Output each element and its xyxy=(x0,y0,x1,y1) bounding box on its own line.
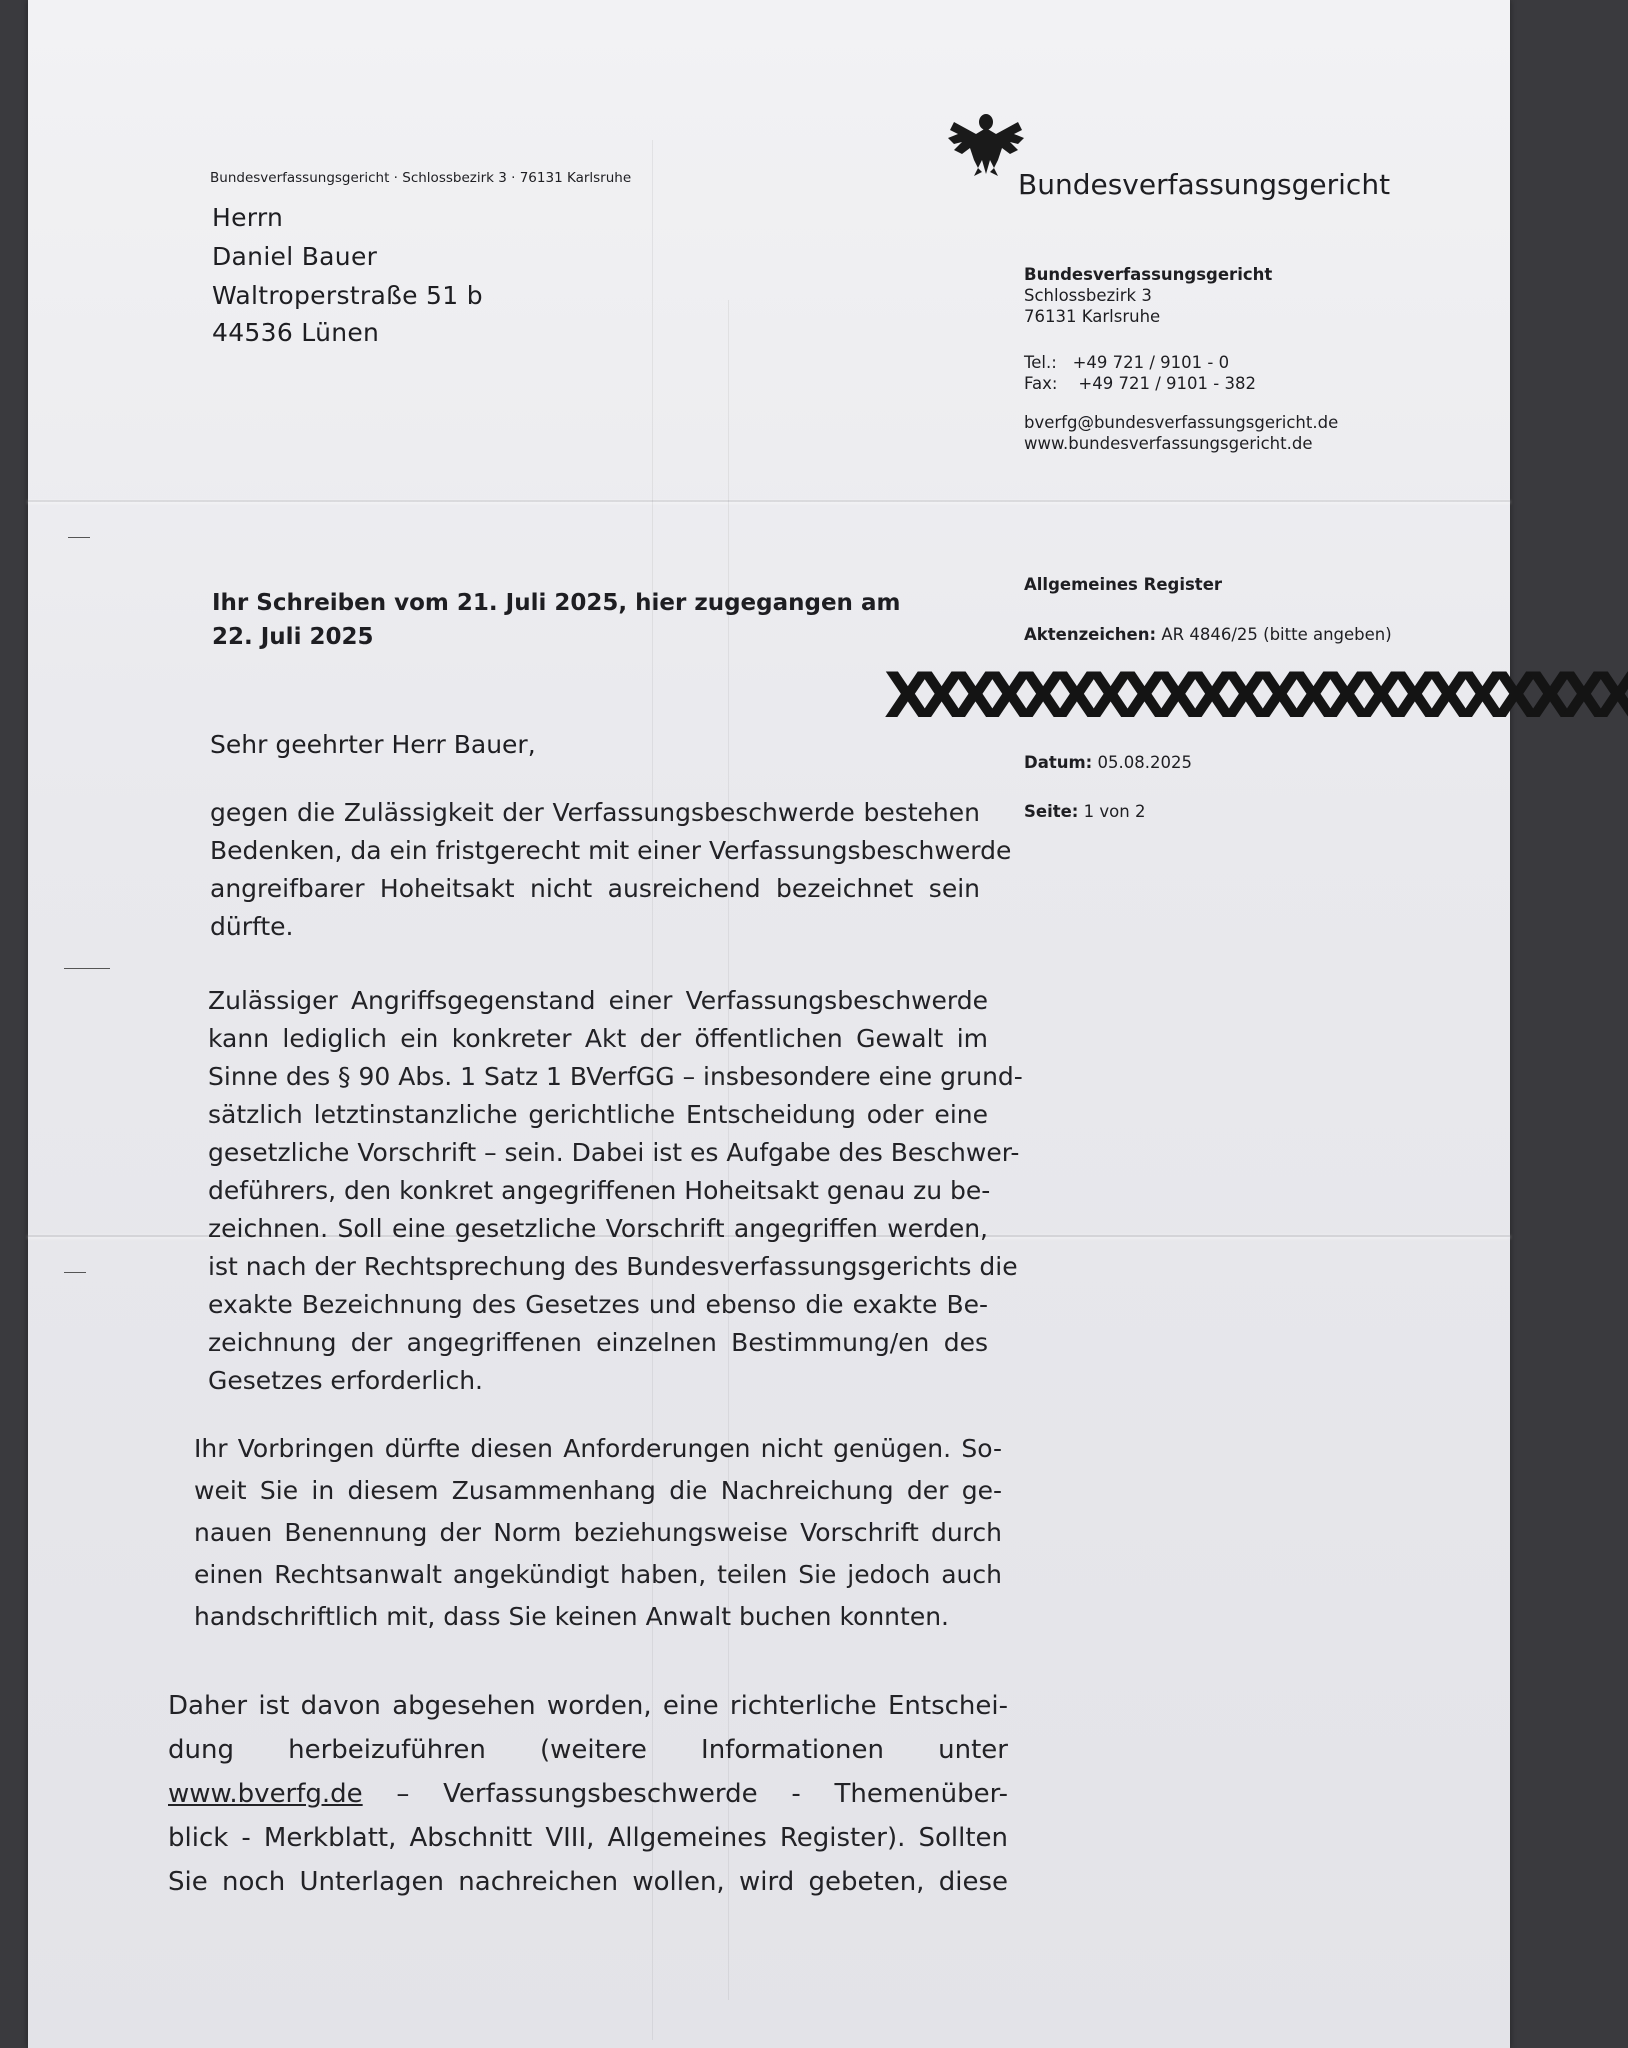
text-line: gesetzliche Vorschrift – sein. Dabei ist es Aufgabe des Beschwer- xyxy=(208,1138,1020,1167)
text-line: blick - Merkblatt, Abschnitt VIII, Allgemeines Register). Sollten xyxy=(168,1823,1008,1853)
fold-mark xyxy=(68,537,90,538)
sender-return-line: Bundesverfassungsgericht · Schlossbezirk 3 · 76131 Karlsruhe xyxy=(210,170,632,186)
recipient-street: Waltroperstraße 51 b xyxy=(212,281,483,310)
bverfg-link[interactable]: www.bverfg.de xyxy=(168,1779,363,1809)
text-line: dürfte. xyxy=(210,912,294,941)
tel-value: +49 721 / 9101 - 0 xyxy=(1072,353,1230,372)
text-line: einen Rechtsanwalt angekündigt haben, teilen Sie jedoch auch xyxy=(194,1560,1002,1589)
text-line-with-link xyxy=(168,1772,1008,1816)
punch-mark xyxy=(64,968,110,969)
date-row xyxy=(1024,752,1192,773)
file-number-value: AR 4846/25 (bitte angeben) xyxy=(1161,625,1392,644)
contact-city: 76131 Karlsruhe xyxy=(1024,307,1161,326)
paragraph-4 xyxy=(168,1684,1008,1904)
file-number-label: Aktenzeichen: xyxy=(1024,625,1157,644)
text-line: Ihr Vorbringen dürfte diesen Anforderungen nicht genügen. So- xyxy=(194,1434,1002,1463)
text-line: zeichnung der angegriffenen einzelnen Bestimmung/en des xyxy=(208,1328,988,1357)
court-title: Bundesverfassungsgericht xyxy=(1018,168,1391,201)
contact-block xyxy=(1024,264,1272,327)
paragraph-2 xyxy=(208,982,1023,1400)
text-line: angreifbarer Hoheitsakt nicht ausreichend bezeichnet sein xyxy=(210,874,980,903)
paragraph-3 xyxy=(194,1428,1002,1638)
date-value: 05.08.2025 xyxy=(1097,753,1192,772)
text-line: Zulässiger Angriffsgegenstand einer Verfassungsbeschwerde xyxy=(208,986,988,1015)
email-address: bverfg@bundesverfassungsgericht.de xyxy=(1024,413,1339,432)
text-line: Bedenken, da ein fristgerecht mit einer Verfassungsbeschwerde xyxy=(210,836,1012,865)
text-line: handschriftlich mit, dass Sie keinen Anwalt buchen konnten. xyxy=(194,1602,949,1631)
text-line: exakte Bezeichnung des Gesetzes und ebenso die exakte Be- xyxy=(208,1290,988,1319)
contact-name: Bundesverfassungsgericht xyxy=(1024,265,1273,284)
fold-mark xyxy=(64,1272,86,1273)
website-address: www.bundesverfassungsgericht.de xyxy=(1024,434,1313,453)
fold-line xyxy=(28,500,1510,502)
text-line: zeichnen. Soll eine gesetzliche Vorschrift angegriffen werden, xyxy=(208,1214,988,1243)
text-line: weit Sie in diesem Zusammenhang die Nachreichung der ge- xyxy=(194,1476,1002,1505)
fax-row xyxy=(1024,373,1256,394)
text-line: gegen die Zulässigkeit der Verfassungsbeschwerde bestehen xyxy=(210,798,980,827)
subject-line xyxy=(212,586,900,654)
file-number-row xyxy=(1024,624,1392,645)
fax-label: Fax: xyxy=(1024,374,1058,393)
text-fragment: – Verfassungsbeschwerde - Themenüber- xyxy=(362,1779,1008,1809)
page-label: Seite: xyxy=(1024,802,1079,821)
text-line: ist nach der Rechtsprechung des Bundesverfassungsgerichts die xyxy=(208,1252,1018,1281)
phone-row xyxy=(1024,352,1229,373)
text-line: Daher ist davon abgesehen worden, eine richterliche Entschei- xyxy=(168,1691,1008,1721)
text-line: nauen Benennung der Norm beziehungsweise Vorschrift durch xyxy=(194,1518,1002,1547)
letter-page xyxy=(28,0,1628,2048)
greeting: Sehr geehrter Herr Bauer, xyxy=(210,730,536,759)
tel-label: Tel.: xyxy=(1024,353,1057,372)
text-line: Sie noch Unterlagen nachreichen wollen, wird gebeten, diese xyxy=(168,1867,1008,1897)
subject-line-2: 22. Juli 2025 xyxy=(212,624,374,650)
subject-line-1: Ihr Schreiben vom 21. Juli 2025, hier zugegangen am xyxy=(212,590,901,616)
recipient-city: 44536 Lünen xyxy=(212,318,380,347)
paragraph-1 xyxy=(210,794,1012,946)
contact-street: Schlossbezirk 3 xyxy=(1024,286,1152,305)
text-line: sätzlich letztinstanzliche gerichtliche Entscheidung oder eine xyxy=(208,1100,988,1129)
recipient-name: Daniel Bauer xyxy=(212,242,378,271)
text-line: dung herbeizuführen (weitere Informationen unter xyxy=(168,1735,1008,1765)
text-line: deführers, den konkret angegriffenen Hoheitsakt genau zu be- xyxy=(208,1176,991,1205)
register-label: Allgemeines Register xyxy=(1024,575,1223,594)
page-row xyxy=(1024,801,1145,822)
date-label: Datum: xyxy=(1024,753,1093,772)
redacted-text: XXXXXXXXXXXXXXXXXXXXXX xyxy=(884,659,1628,732)
text-line: Sinne des § 90 Abs. 1 Satz 1 BVerfGG – insbesondere eine grund- xyxy=(208,1062,1023,1091)
fax-value: +49 721 / 9101 - 382 xyxy=(1078,374,1256,393)
recipient-salutation: Herrn xyxy=(212,203,284,232)
text-line: Gesetzes erforderlich. xyxy=(208,1366,483,1395)
text-line: kann lediglich ein konkreter Akt der öffentlichen Gewalt im xyxy=(208,1024,988,1053)
federal-eagle-icon xyxy=(948,108,1024,178)
page-value: 1 von 2 xyxy=(1083,802,1146,821)
